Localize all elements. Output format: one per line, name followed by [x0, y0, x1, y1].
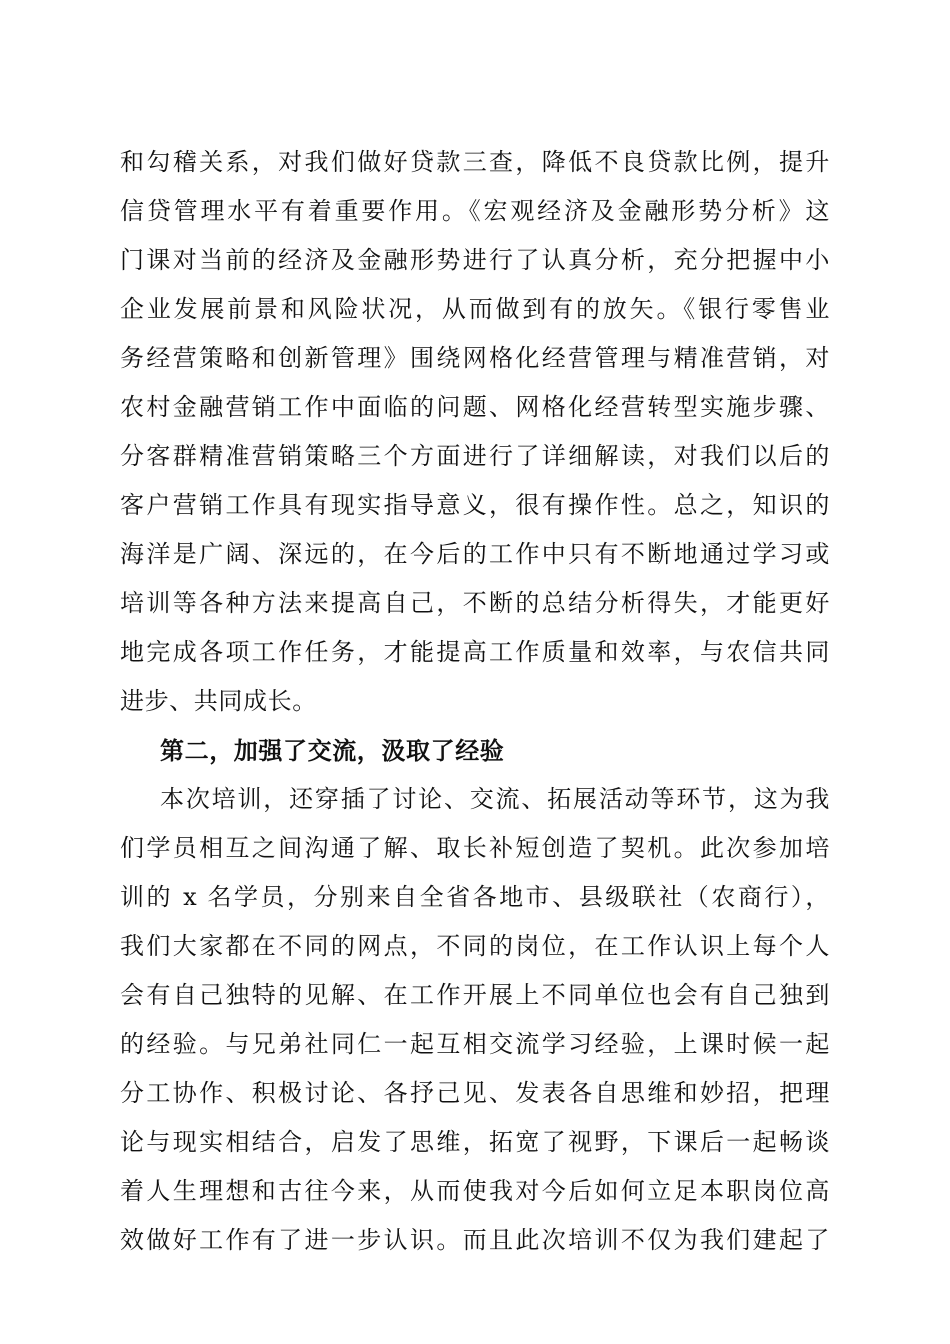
text-line: 分客群精准营销策略三个方面进行了详细解读，对我们以后的: [120, 442, 830, 470]
text-line: 门课对当前的经济及金融形势进行了认真分析，充分把握中小: [120, 246, 830, 274]
text-line: 分工协作、积极讨论、各抒己见、发表各自思维和妙招，把理: [120, 1079, 830, 1107]
body-text: [120, 138, 830, 1265]
text-line: 训的 x 名学员，分别来自全省各地市、县级联社（农商行），: [120, 883, 830, 911]
text-line: 企业发展前景和风险状况，从而做到有的放矢。《银行零售业: [120, 295, 830, 323]
text-line: 海洋是广阔、深远的，在今后的工作中只有不断地通过学习或: [120, 540, 830, 568]
text-line: 的经验。与兄弟社同仁一起互相交流学习经验，上课时候一起: [120, 1030, 830, 1058]
text-line: 务经营策略和创新管理》围绕网格化经营管理与精准营销，对: [120, 344, 830, 372]
text-line: 们学员相互之间沟通了解、取长补短创造了契机。此次参加培: [120, 834, 830, 862]
text-line: 进步、共同成长。: [120, 687, 317, 715]
text-line: 效做好工作有了进一步认识。而且此次培训不仅为我们建起了: [120, 1226, 830, 1254]
text-line: 会有自己独特的见解、在工作开展上不同单位也会有自己独到: [120, 981, 830, 1009]
text-line: 和勾稽关系，对我们做好贷款三查，降低不良贷款比例，提升: [120, 148, 830, 176]
text-line: 培训等各种方法来提高自己，不断的总结分析得失，才能更好: [120, 589, 830, 617]
text-line: 地完成各项工作任务，才能提高工作质量和效率，与农信共同: [120, 638, 830, 666]
text-line: 着人生理想和古往今来，从而使我对今后如何立足本职岗位高: [120, 1177, 830, 1205]
text-line: 论与现实相结合，启发了思维，拓宽了视野，下课后一起畅谈: [120, 1128, 830, 1156]
text-line: 我们大家都在不同的网点，不同的岗位，在工作认识上每个人: [120, 932, 830, 960]
text-line: 客户营销工作具有现实指导意义，很有操作性。总之，知识的: [120, 491, 830, 519]
section-heading: 第二，加强了交流，汲取了经验: [160, 736, 505, 765]
text-line: 本次培训，还穿插了讨论、交流、拓展活动等环节，这为我: [160, 785, 830, 813]
text-line: 信贷管理水平有着重要作用。《宏观经济及金融形势分析》这: [120, 197, 830, 225]
text-line: 农村金融营销工作中面临的问题、网格化经营转型实施步骤、: [120, 393, 830, 421]
